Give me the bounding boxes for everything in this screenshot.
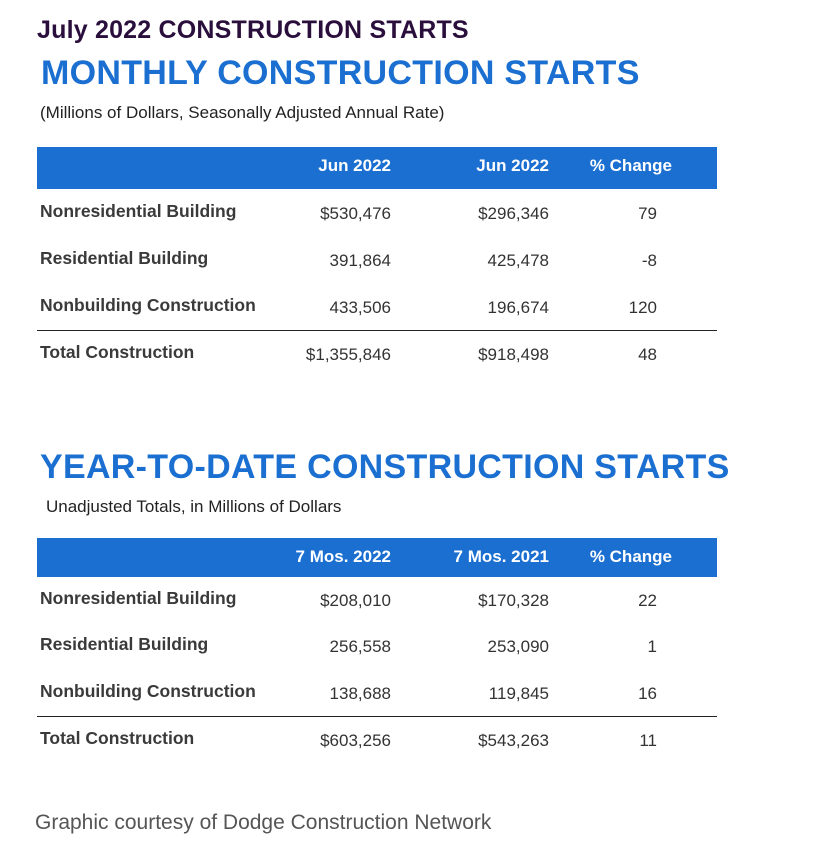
row-value-2: 425,478: [487, 251, 549, 270]
monthly-subtitle: (Millions of Dollars, Seasonally Adjusted Annual Rate): [40, 103, 445, 122]
row-value-1: 433,506: [329, 298, 391, 317]
row-change: 16: [638, 684, 657, 703]
row-change: 1: [647, 637, 657, 656]
row-change: -8: [641, 251, 657, 270]
table-row: [37, 201, 717, 247]
table-row: [37, 634, 717, 680]
table-row: [37, 681, 717, 727]
total-value-1: $1,355,846: [305, 345, 391, 364]
credit-caption: Graphic courtesy of Dodge Construction Network: [35, 811, 492, 834]
row-value-2: $296,346: [478, 204, 549, 223]
ytd-section-title: YEAR-TO-DATE CONSTRUCTION STARTS: [40, 448, 730, 486]
total-row: [37, 728, 717, 774]
total-divider: [37, 716, 717, 717]
table-row: [37, 248, 717, 294]
total-label: Total Construction: [40, 728, 195, 748]
row-label: Nonresidential Building: [40, 201, 237, 221]
row-label: Nonbuilding Construction: [40, 295, 256, 315]
ytd-table-header: [37, 538, 717, 577]
monthly-col-header-change: % Change: [589, 156, 672, 175]
total-divider: [37, 330, 717, 331]
ytd-col-header-2: 7 Mos. 2021: [453, 547, 549, 566]
row-label: Nonbuilding Construction: [40, 681, 256, 701]
total-change: 48: [638, 345, 657, 364]
monthly-section-title: MONTHLY CONSTRUCTION STARTS: [41, 54, 640, 92]
row-value-2: 196,674: [487, 298, 549, 317]
row-change: 22: [638, 591, 657, 610]
table-row: [37, 588, 717, 634]
row-value-1: 391,864: [329, 251, 391, 270]
row-value-1: $530,476: [320, 204, 391, 223]
monthly-table: [37, 147, 717, 377]
row-label: Residential Building: [40, 634, 209, 654]
row-label: Nonresidential Building: [40, 588, 237, 608]
total-value-1: $603,256: [320, 731, 391, 750]
total-change: 11: [639, 731, 657, 750]
row-change: 120: [628, 298, 657, 317]
monthly-col-header-2: Jun 2022: [476, 156, 549, 175]
ytd-subtitle: Unadjusted Totals, in Millions of Dollars: [46, 497, 342, 516]
row-value-2: 119,845: [488, 684, 549, 703]
total-label: Total Construction: [40, 342, 195, 362]
row-value-2: $170,328: [478, 591, 549, 610]
row-value-1: 256,558: [329, 637, 391, 656]
row-value-2: 253,090: [487, 637, 549, 656]
table-row: [37, 295, 717, 341]
row-change: 79: [638, 204, 657, 223]
ytd-table: [37, 538, 717, 768]
monthly-col-header-1: Jun 2022: [318, 156, 391, 175]
row-label: Residential Building: [40, 248, 209, 268]
ytd-col-header-1: 7 Mos. 2022: [295, 547, 391, 566]
total-row: [37, 342, 717, 388]
row-value-1: 138,688: [329, 684, 391, 703]
ytd-col-header-change: % Change: [589, 547, 672, 566]
monthly-table-header: [37, 147, 717, 189]
total-value-2: $543,263: [478, 731, 549, 750]
row-value-1: $208,010: [320, 591, 391, 610]
total-value-2: $918,498: [478, 345, 549, 364]
page-title: July 2022 CONSTRUCTION STARTS: [37, 16, 469, 44]
